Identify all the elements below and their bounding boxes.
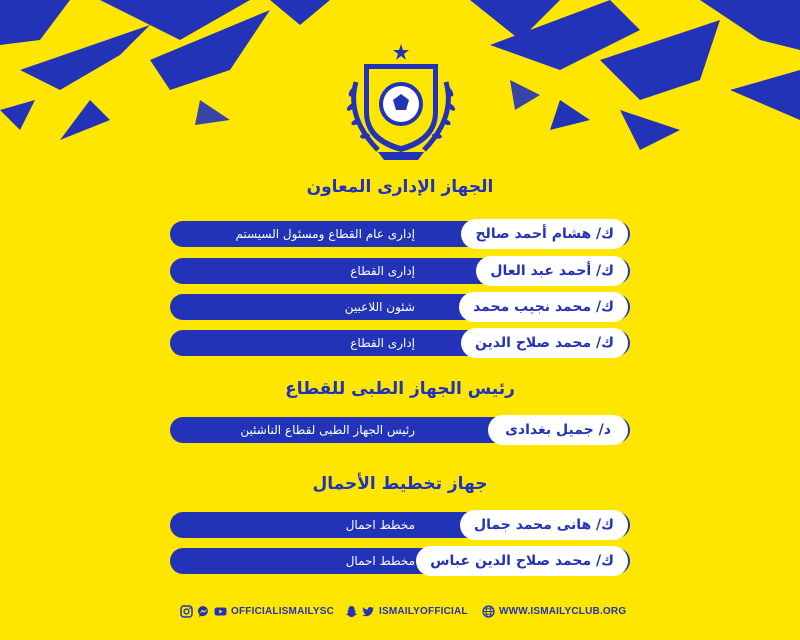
staff-role: شئون اللاعبين (344, 300, 415, 314)
staff-role: مخطط احمال (345, 518, 415, 532)
snapchat-icon (345, 605, 358, 618)
staff-name: ك/ محمد صلاح الدين عباس (416, 546, 628, 576)
staff-row (170, 417, 630, 443)
staff-role: مخطط احمال (345, 554, 415, 568)
staff-role: إدارى القطاع (350, 264, 415, 278)
club-logo (338, 42, 464, 162)
staff-name: ك/ هشام أحمد صالح (461, 219, 628, 249)
section-title-admin: الجهاز الإدارى المعاون (306, 177, 494, 197)
section-title-load-planning: جهاز تخطيط الأحمال (312, 474, 488, 494)
social-handle[interactable]: OFFICIALISMAILYSC (231, 605, 335, 617)
twitter-handle[interactable]: ISMAILYOFFICIAL (379, 605, 468, 617)
twitter-icon (362, 605, 375, 618)
staff-name: ك/ هانى محمد جمال (460, 510, 628, 540)
globe-icon (482, 605, 495, 618)
footer-social (180, 602, 334, 620)
staff-row (170, 258, 630, 284)
website-link[interactable]: WWW.ISMAILYCLUB.ORG (499, 605, 627, 617)
staff-name: ك/ محمد نجيب محمد (459, 292, 628, 322)
youtube-icon (214, 605, 227, 618)
instagram-icon (180, 605, 193, 618)
footer-twitter (345, 602, 468, 620)
staff-row (170, 512, 630, 538)
staff-name: د/ جميل بغدادى (488, 415, 628, 445)
staff-name: ك/ محمد صلاح الدين (461, 328, 628, 358)
staff-role: إدارى القطاع (350, 336, 415, 350)
section-title-medical: رئيس الجهاز الطبى للقطاع (285, 379, 515, 399)
staff-row (170, 548, 630, 574)
staff-row (170, 221, 630, 247)
footer (0, 602, 800, 620)
staff-name: ك/ أحمد عبد العال (476, 256, 628, 286)
footer-website (482, 602, 626, 620)
staff-row (170, 330, 630, 356)
staff-role: إدارى عام القطاع ومسئول السيستم (235, 227, 415, 241)
staff-role: رئيس الجهاز الطبى لقطاع الناشئين (240, 423, 415, 437)
messenger-icon (197, 605, 210, 618)
staff-row (170, 294, 630, 320)
